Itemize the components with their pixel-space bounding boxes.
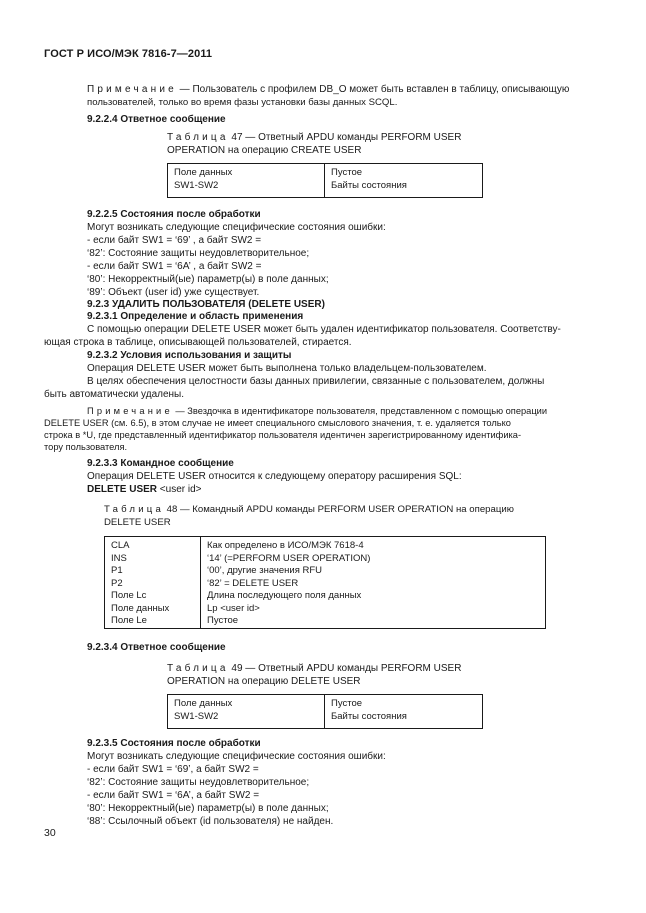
section-9225-line: ‘80’: Некорректный(ые) параметр(ы) в поле данных;	[87, 274, 329, 285]
table-47-cell: SW1-SW2	[174, 179, 219, 191]
section-9235-line: ‘88’: Ссылочный объект (id пользователя) не найден.	[87, 816, 334, 827]
table-47-cell: Байты состояния	[331, 179, 407, 191]
sql-command	[87, 483, 202, 496]
note-2-line-4: тору пользователя.	[44, 442, 128, 452]
table-48-caption-line-1	[104, 503, 514, 516]
section-9225-line: ‘82’: Состояние защиты неудовлетворительное;	[87, 248, 310, 259]
table-48-cell: ‘14’ (=PERFORM USER OPERATION)	[207, 552, 371, 564]
table-48-cell: Lp <user id>	[207, 602, 260, 614]
table-47-cell: Пустое	[331, 167, 363, 178]
table-48-col-1	[111, 540, 169, 628]
note-2-line-3: строка в *U, где представленный идентификатор пользователя идентичен зарегистрированному идентифика-	[44, 430, 522, 440]
table-48-cell: Поле данных	[111, 602, 170, 614]
section-9233-line-1: Операция DELETE USER относится к следующему оператору расширения SQL:	[87, 471, 462, 482]
table-48-cell: INS	[111, 552, 127, 564]
table-48-cell: P2	[111, 577, 123, 589]
table-48-cell: P1	[111, 565, 123, 576]
table-49-caption-line-2: OPERATION на операцию DELETE USER	[167, 676, 361, 687]
note-1-line-1	[87, 83, 569, 96]
section-9224-heading: 9.2.2.4 Ответное сообщение	[87, 114, 226, 125]
table-48-cell: Длина последующего поля данных	[207, 590, 362, 601]
table-49-divider	[324, 695, 325, 728]
section-9232-line-2: В целях обеспечения целостности базы данных привилегии, связанные с пользователем, должны	[87, 376, 545, 387]
table-48-cell: Поле Lc	[111, 590, 147, 601]
table-47-col-2	[331, 167, 407, 192]
table-47-divider	[324, 164, 325, 197]
section-9225-line: Могут возникать следующие специфические состояния ошибки:	[87, 222, 386, 233]
table-49-label: Таблица	[167, 663, 229, 674]
table-49	[167, 694, 483, 729]
section-9235-line: ‘80’: Некорректный(ые) параметр(ы) в поле данных;	[87, 803, 329, 814]
table-49-caption-text: 49 — Ответный APDU команды PERFORM USER	[228, 663, 462, 674]
section-9235-heading: 9.2.3.5 Состояния после обработки	[87, 738, 261, 749]
section-9233-heading: 9.2.3.3 Командное сообщение	[87, 458, 234, 469]
page-header: ГОСТ Р ИСО/МЭК 7816-7—2011	[44, 48, 213, 60]
section-9235-line: - если байт SW1 = ‘6A’, а байт SW2 =	[87, 790, 260, 801]
note-2-text: — Звездочка в идентификаторе пользователя, представленном с помощью операции	[172, 406, 548, 416]
table-47	[167, 163, 483, 198]
table-48-cell: ‘00’, другие значения RFU	[207, 565, 323, 576]
table-48-col-2	[207, 540, 370, 628]
section-9235-line: Могут возникать следующие специфические состояния ошибки:	[87, 751, 386, 762]
section-9232-heading: 9.2.3.2 Условия использования и защиты	[87, 350, 292, 361]
section-9232-line-1: Операция DELETE USER может быть выполнена только владельцем-пользователем.	[87, 363, 487, 374]
section-9225-line: - если байт SW1 = ‘6A’ , а байт SW2 =	[87, 261, 262, 272]
note-2-label: Примечание	[87, 406, 173, 416]
table-49-cell: SW1-SW2	[174, 710, 219, 722]
table-49-caption-line-1	[167, 662, 461, 675]
note-2-line-2: DELETE USER (см. 6.5), в этом случае не имеет специального смыслового значения, т. е. удаляется только	[44, 418, 511, 428]
table-48-cell: ‘82’ = DELETE USER	[207, 577, 299, 589]
section-9225-heading: 9.2.2.5 Состояния после обработки	[87, 209, 261, 220]
table-49-col-1	[174, 698, 232, 723]
table-47-label: Таблица	[167, 132, 229, 143]
section-9235-line: ‘82’: Состояние защиты неудовлетворительное;	[87, 777, 310, 788]
table-48-label: Таблица	[104, 504, 165, 515]
table-49-cell: Пустое	[331, 698, 363, 709]
section-923-heading: 9.2.3 УДАЛИТЬ ПОЛЬЗОВАТЕЛЯ (DELETE USER)	[87, 299, 325, 310]
table-49-cell: Байты состояния	[331, 710, 407, 722]
table-47-caption-text: 47 — Ответный APDU команды PERFORM USER	[228, 132, 462, 143]
table-48-divider	[200, 537, 201, 628]
section-9234-heading: 9.2.3.4 Ответное сообщение	[87, 642, 226, 653]
table-48-caption-line-2: DELETE USER	[104, 517, 171, 528]
section-9225-line: - если байт SW1 = ‘69’ , а байт SW2 =	[87, 235, 262, 246]
table-47-cell: Поле данных	[174, 167, 233, 178]
table-47-caption-line-2: OPERATION на операцию CREATE USER	[167, 145, 362, 156]
section-9231-line-1: С помощью операции DELETE USER может быть удален идентификатор пользователя. Соответству-	[87, 324, 561, 335]
table-49-col-2	[331, 698, 407, 723]
sql-command-arg: <user id>	[157, 484, 202, 495]
table-48-cell: CLA	[111, 540, 130, 551]
table-48-caption-text: 48 — Командный APDU команды PERFORM USER OPERATION на операцию	[164, 504, 514, 515]
note-1-label: Примечание	[87, 84, 177, 95]
note-1-line-2: пользователей, только во время фазы установки базы данных SCQL.	[87, 97, 398, 108]
section-9235-line: - если байт SW1 = ‘69’, а байт SW2 =	[87, 764, 259, 775]
note-1-text: — Пользователь с профилем DB_O может быть вставлен в таблицу, описывающую	[176, 84, 570, 95]
table-48-cell: Как определено в ИСО/МЭК 7618-4	[207, 540, 364, 551]
page-number: 30	[44, 827, 56, 839]
section-9225-line: ‘89’: Объект (user id) уже существует.	[87, 287, 260, 298]
section-9232-line-3: быть автоматически удалены.	[44, 389, 185, 400]
section-9231-heading: 9.2.3.1 Определение и область применения	[87, 311, 304, 322]
table-48	[104, 536, 546, 629]
sql-command-keyword: DELETE USER	[87, 484, 158, 495]
table-47-caption-line-1	[167, 131, 461, 144]
table-47-col-1	[174, 167, 232, 192]
table-48-cell: Пустое	[207, 615, 239, 626]
table-49-cell: Поле данных	[174, 698, 233, 709]
table-48-cell: Поле Le	[111, 615, 147, 626]
section-9231-line-2: ющая строка в таблице, описывающей пользователей, стирается.	[44, 337, 352, 348]
